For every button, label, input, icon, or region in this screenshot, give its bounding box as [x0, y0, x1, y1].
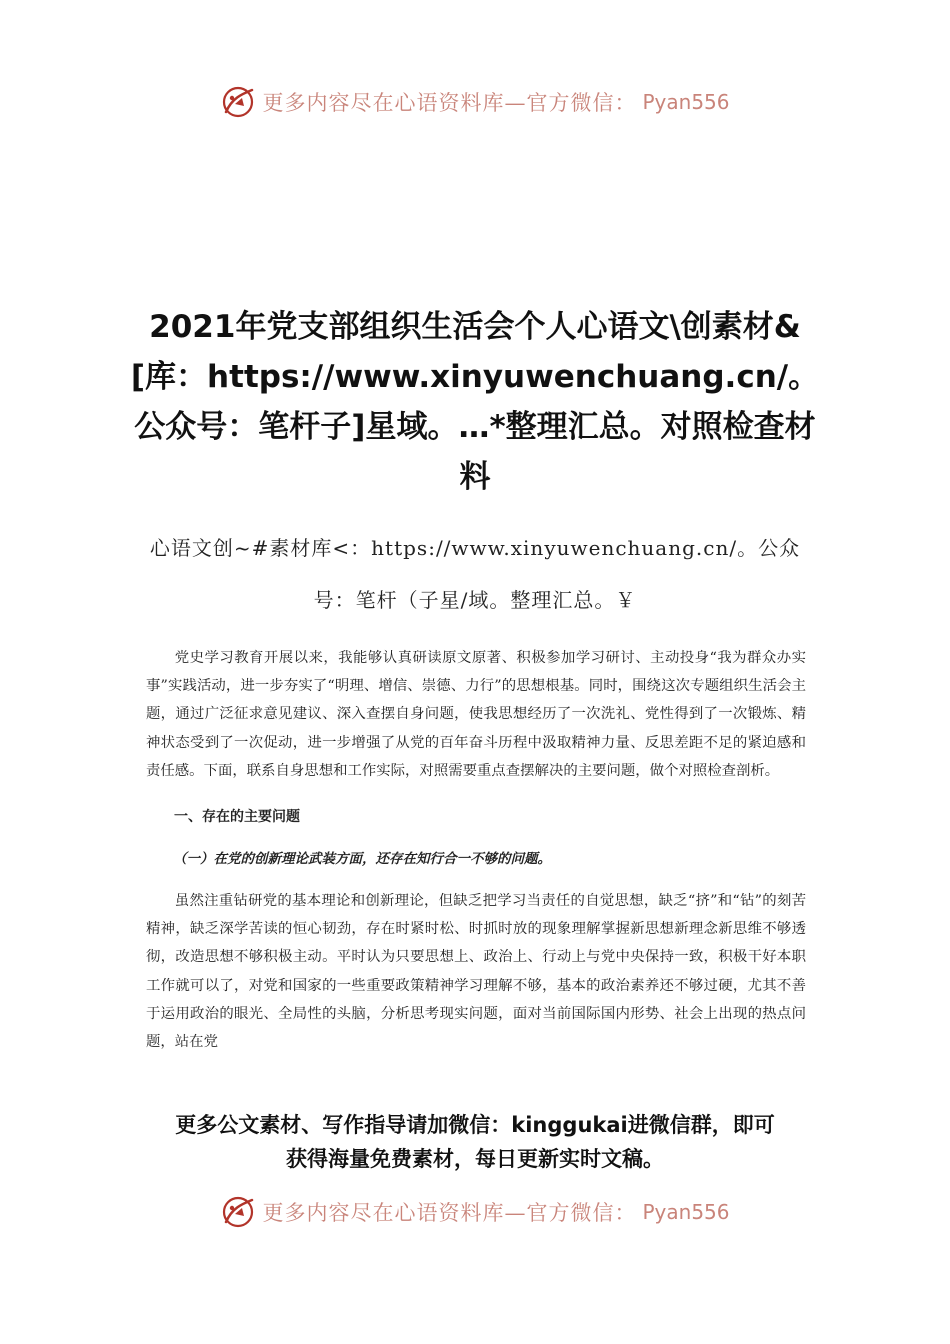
promo-line-2: 获得海量免费素材，每日更新实时文稿。: [286, 1147, 664, 1171]
document-body: [146, 644, 806, 1056]
footer-banner: [0, 1192, 950, 1232]
promo-block: [120, 1108, 830, 1176]
document-subtitle: 心语文创~#素材库<：https://www.xinyuwenchuang.cn/。公众号：笔杆（子星/域。整理汇总。￥: [149, 536, 801, 612]
header-banner: [0, 82, 950, 122]
banner-text: 更多内容尽在心语资料库—官方微信：: [262, 91, 637, 115]
subsection-heading: （一）在党的创新理论武装方面，还存在知行合一不够的问题。: [173, 851, 551, 868]
banner-text: 更多内容尽在心语资料库—官方微信：: [262, 1201, 637, 1225]
brand-logo-icon: [220, 84, 256, 120]
document-title: 2021年党支部组织生活会个人心语文\创素材&[库：https://www.xinyuwenchuang.cn/。公众号：笔杆子]星域。…*整理汇总。对照检查材料: [130, 309, 820, 495]
banner-wechat-id: Pyan556: [642, 90, 730, 114]
promo-line-1: 更多公文素材、写作指导请加微信：kinggukai进微信群，即可: [175, 1113, 775, 1137]
body-paragraph: 虽然注重钻研党的基本理论和创新理论，但缺乏把学习当责任的自觉思想，缺乏“挤”和“钻”的刻苦精神，缺乏深学苦读的恒心韧劲，存在时紧时松、时抓时放的现象理解掌握新思想新理念新思维不够透彻，改造思想不够积极主动。平时认为只要思想上、政治上、行动上与党中央保持一致，积极干好本职工作就可以了，对党和国家的一些重要政策精神学习理解不够，基本的政治素养还不够过硬，尤其不善于运用政治的眼光、全局性的头脑，分析思考现实问题，面对当前国际国内形势、社会上出现的热点问题，站在党: [146, 893, 806, 1051]
banner-wechat-id: Pyan556: [642, 1200, 730, 1224]
brand-logo-icon: [220, 1194, 256, 1230]
intro-paragraph: 党史学习教育开展以来，我能够认真研读原文原著、积极参加学习研讨、主动投身“我为群众办实事”实践活动，进一步夯实了“明理、增信、崇德、力行”的思想根基。同时，围绕这次专题组织生活会主题，通过广泛征求意见建议、深入查摆自身问题，使我思想经历了一次洗礼、党性得到了一次锻炼、精神状态受到了一次促动，进一步增强了从党的百年奋斗历程中汲取精神力量、反思差距不足的紧迫感和责任感。下面，联系自身思想和工作实际，对照需要重点查摆解决的主要问题，做个对照检查剖析。: [146, 650, 806, 779]
section-heading: 一、存在的主要问题: [174, 809, 300, 826]
